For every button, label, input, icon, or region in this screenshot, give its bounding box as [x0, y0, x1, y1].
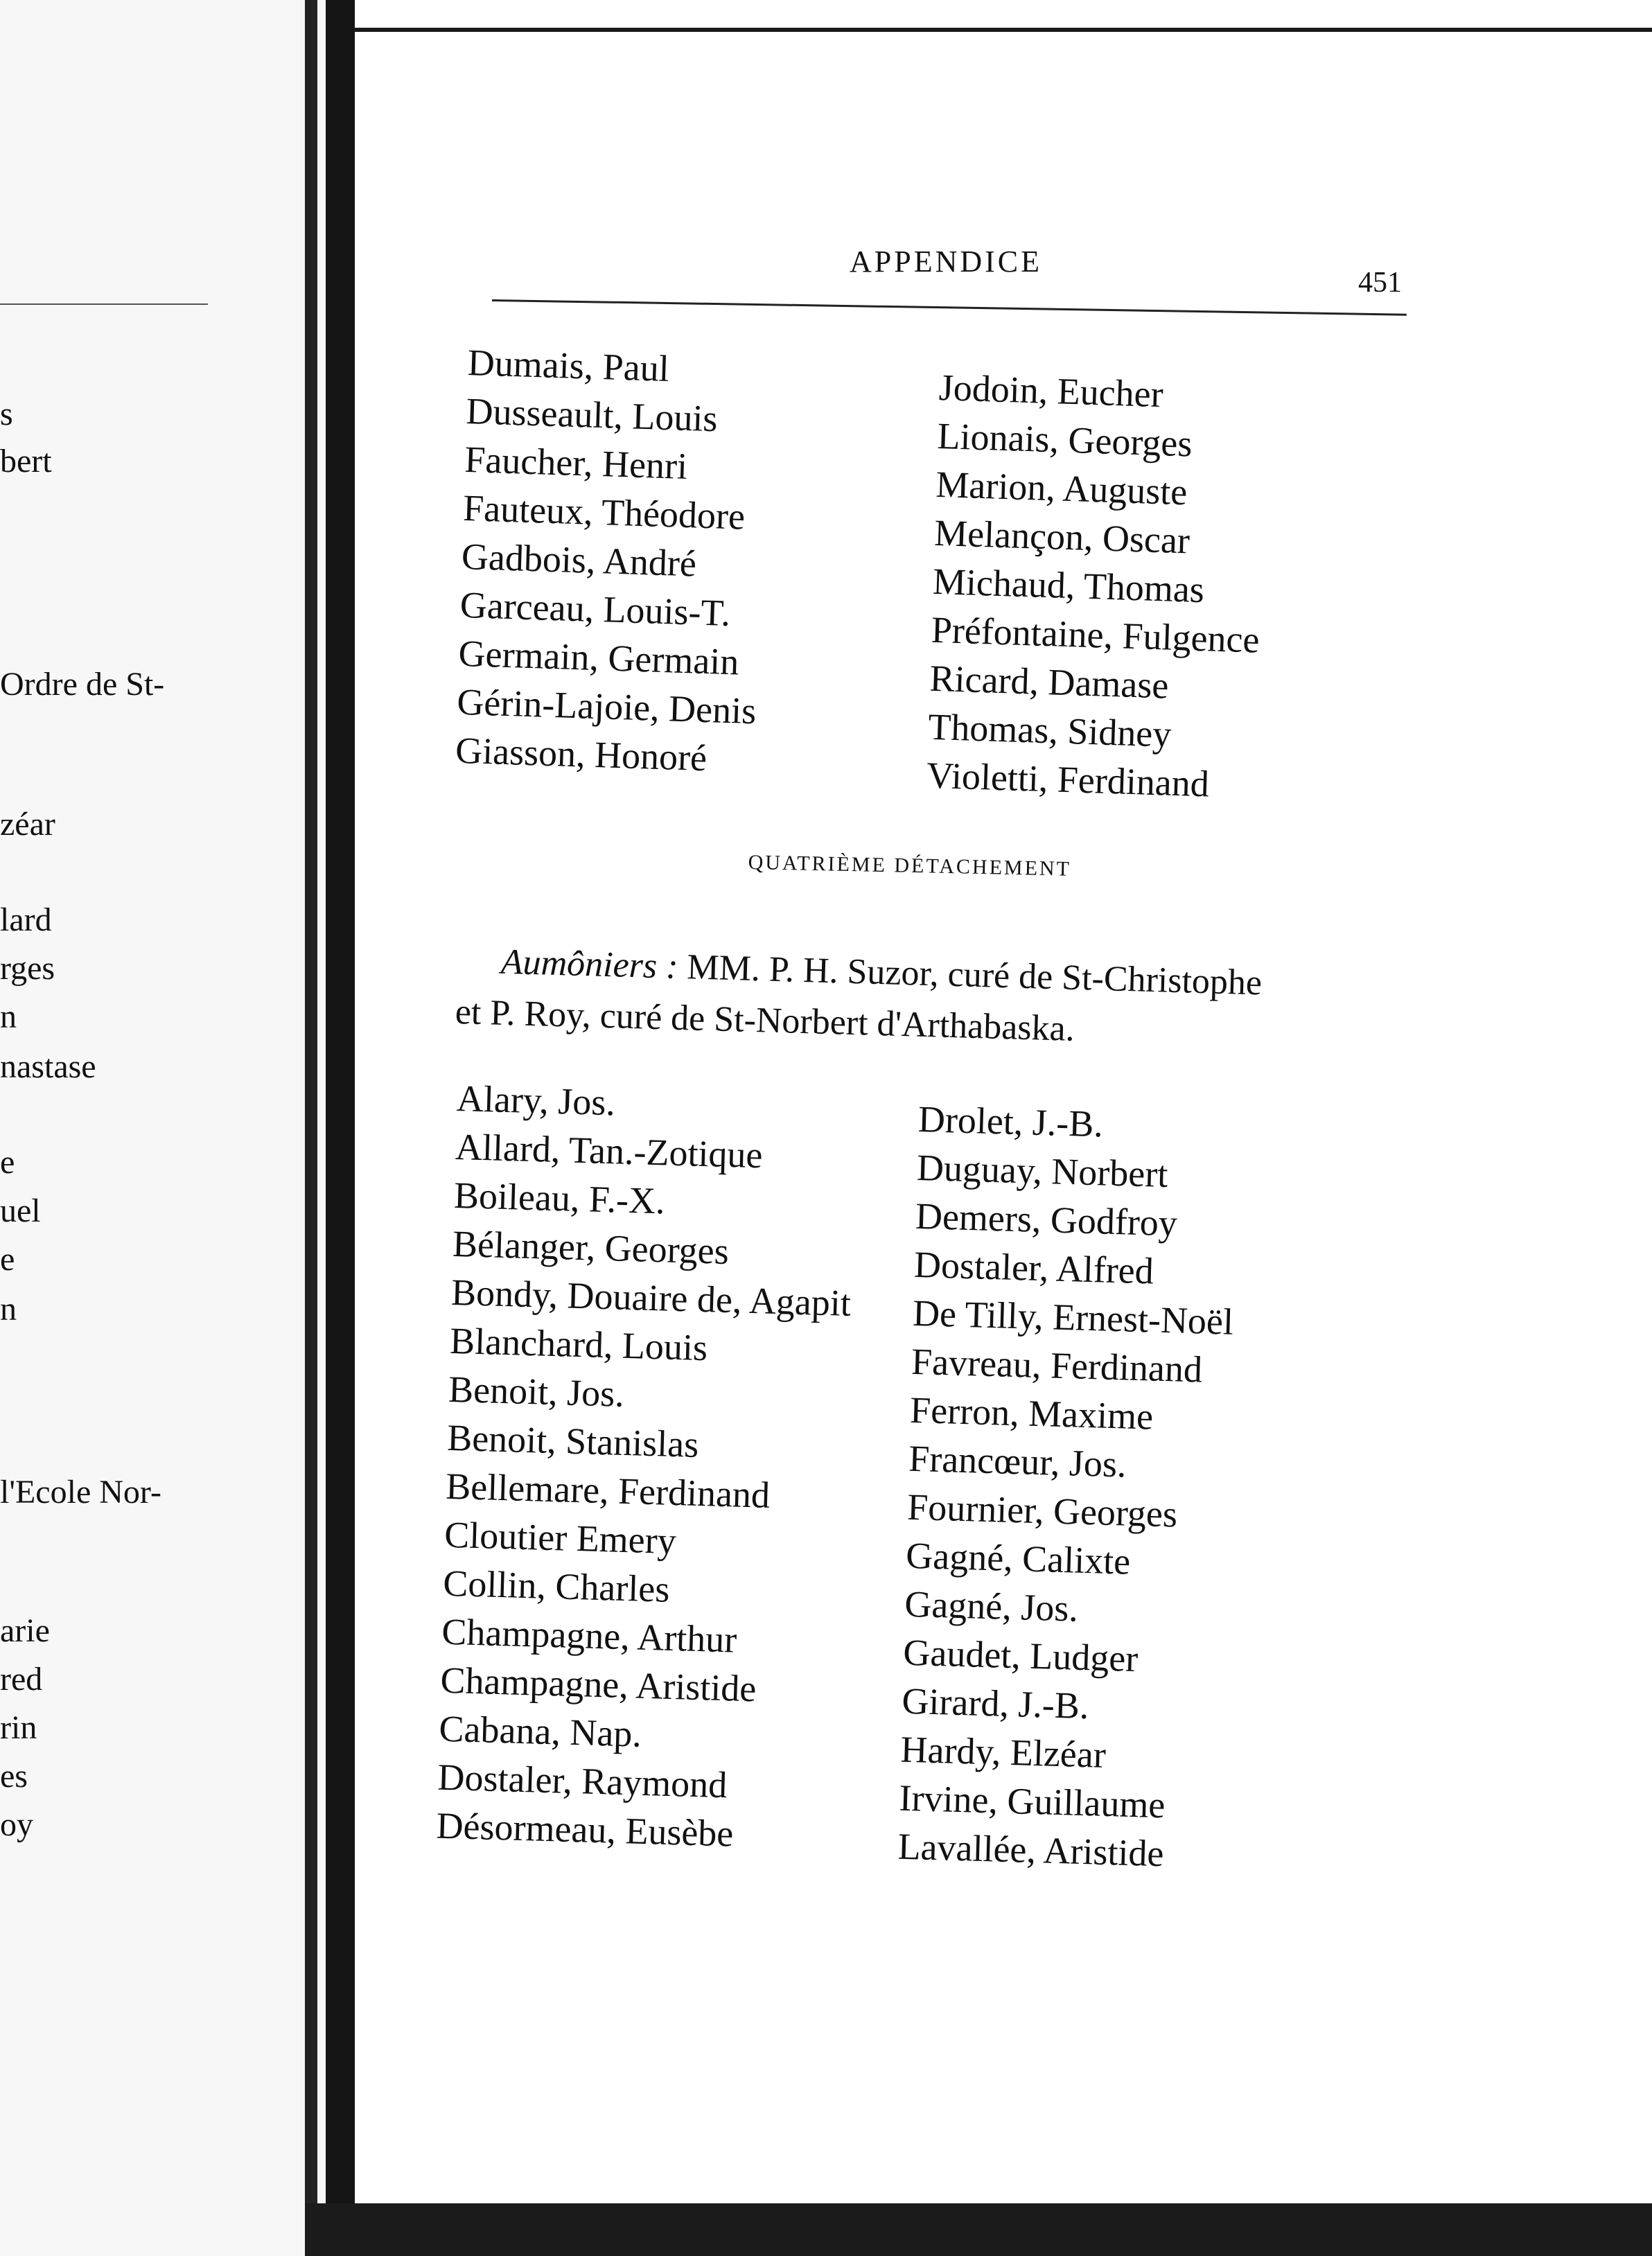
name-entry: Ferron, Maxime [909, 1389, 1154, 1438]
name-entry: Cabana, Nap. [438, 1707, 642, 1755]
previous-page-text: rges [0, 950, 55, 987]
name-entry: Champagne, Aristide [439, 1659, 757, 1710]
name-entry: De Tilly, Ernest-Noël [912, 1292, 1234, 1343]
page-bottom-edge [305, 2203, 1652, 2256]
name-entry: Gagné, Jos. [904, 1583, 1079, 1630]
name-entry: Dumais, Paul [466, 341, 670, 390]
name-entry: Thomas, Sidney [927, 705, 1172, 755]
previous-page-text: l'Ecole Nor- [0, 1474, 161, 1510]
name-entry: Allard, Tan.-Zotique [455, 1125, 764, 1177]
name-entry: Duguay, Norbert [916, 1146, 1169, 1196]
name-entry: Collin, Charles [442, 1562, 671, 1610]
book-binding [326, 0, 355, 2256]
name-entry: Gaudet, Ludger [902, 1631, 1139, 1680]
name-entry: Blanchard, Louis [449, 1319, 708, 1369]
name-entry: Girard, J.-B. [901, 1680, 1090, 1727]
section-heading: QUATRIÈME DÉTACHEMENT [748, 851, 1072, 881]
previous-page-text: rin [0, 1709, 37, 1746]
previous-page-text: lard [0, 901, 52, 938]
previous-page-header-rule [0, 303, 208, 305]
name-entry: Melançon, Oscar [933, 511, 1190, 562]
previous-page-text: e [0, 1241, 15, 1278]
name-entry: Garceau, Louis-T. [459, 583, 731, 635]
name-entry: Bélanger, Georges [452, 1222, 730, 1273]
previous-page-text: Ordre de St- [0, 666, 165, 703]
chaplains-text: MM. P. H. Suzor, curé de St-Christophe [686, 947, 1263, 1003]
name-entry: Lavallée, Aristide [897, 1825, 1165, 1875]
name-entry: Dusseault, Louis [465, 389, 719, 440]
previous-page-text: es [0, 1758, 28, 1795]
name-entry: Marion, Auguste [935, 463, 1188, 513]
name-entry: Alary, Jos. [456, 1077, 616, 1124]
previous-page-text: uel [0, 1192, 41, 1229]
name-entry: Jodoin, Eucher [938, 366, 1164, 416]
name-entry: Fauteux, Théodore [462, 486, 746, 538]
name-entry: Dostaler, Alfred [913, 1243, 1154, 1292]
previous-page-text: oy [0, 1806, 33, 1843]
name-entry: Drolet, J.-B. [917, 1098, 1104, 1145]
name-entry: Préfontaine, Fulgence [930, 608, 1260, 661]
name-entry: Lionais, Georges [936, 414, 1193, 465]
name-entry: Faucher, Henri [464, 438, 689, 488]
name-entry: Benoit, Stanislas [446, 1416, 700, 1465]
name-entry: Favreau, Ferdinand [911, 1340, 1203, 1391]
name-entry: Germain, Germain [457, 632, 740, 683]
page-edge [305, 0, 317, 2256]
detachment-names-left [436, 1074, 857, 1861]
name-entry: Bondy, Douaire de, Agapit [450, 1271, 852, 1324]
name-entry: Gadbois, André [461, 535, 697, 585]
name-entry: Giasson, Honoré [455, 729, 708, 779]
name-entry: Boileau, F.-X. [453, 1174, 666, 1222]
name-entry: Bellemare, Ferdinand [445, 1465, 771, 1516]
previous-page-text: zéar [0, 806, 55, 843]
detachment-names-right [897, 1095, 1240, 1879]
name-entry: Désormeau, Eusèbe [435, 1804, 735, 1855]
chaplains-label: Aumôniers : [500, 942, 679, 987]
names-column-right [926, 363, 1267, 810]
name-entry: Demers, Godfroy [915, 1195, 1178, 1244]
previous-page-text: bert [0, 443, 52, 479]
name-entry: Dostaler, Raymond [437, 1756, 728, 1806]
previous-page-fragment [0, 0, 326, 2256]
name-entry: Violetti, Ferdinand [926, 754, 1210, 805]
running-title: APPENDICE [850, 245, 1043, 279]
name-entry: Cloutier Emery [443, 1513, 677, 1562]
name-entry: Gagné, Calixte [905, 1534, 1132, 1583]
previous-page-text: e [0, 1144, 15, 1181]
name-entry: Francœur, Jos. [908, 1437, 1127, 1486]
previous-page-text: n [0, 1291, 17, 1328]
page-number: 451 [1358, 267, 1402, 299]
previous-page-text: nastase [0, 1048, 96, 1085]
name-entry: Fournier, Georges [906, 1486, 1178, 1535]
name-entry: Champagne, Arthur [441, 1610, 738, 1661]
previous-page-text: s [0, 396, 13, 432]
names-column-left [455, 338, 767, 784]
name-entry: Benoit, Jos. [448, 1368, 625, 1415]
previous-page-text: n [0, 998, 17, 1035]
name-entry: Michaud, Thomas [932, 560, 1205, 611]
name-entry: Ricard, Damase [929, 657, 1170, 707]
name-entry: Hardy, Elzéar [899, 1728, 1107, 1776]
name-entry: Gérin-Lajoie, Denis [456, 680, 757, 732]
previous-page-text: arie [0, 1612, 50, 1649]
name-entry: Irvine, Guillaume [898, 1777, 1166, 1826]
chaplains-line-continued: et P. Roy, curé de St-Norbert d'Arthabaska. [455, 992, 1075, 1049]
previous-page-text: red [0, 1661, 43, 1698]
